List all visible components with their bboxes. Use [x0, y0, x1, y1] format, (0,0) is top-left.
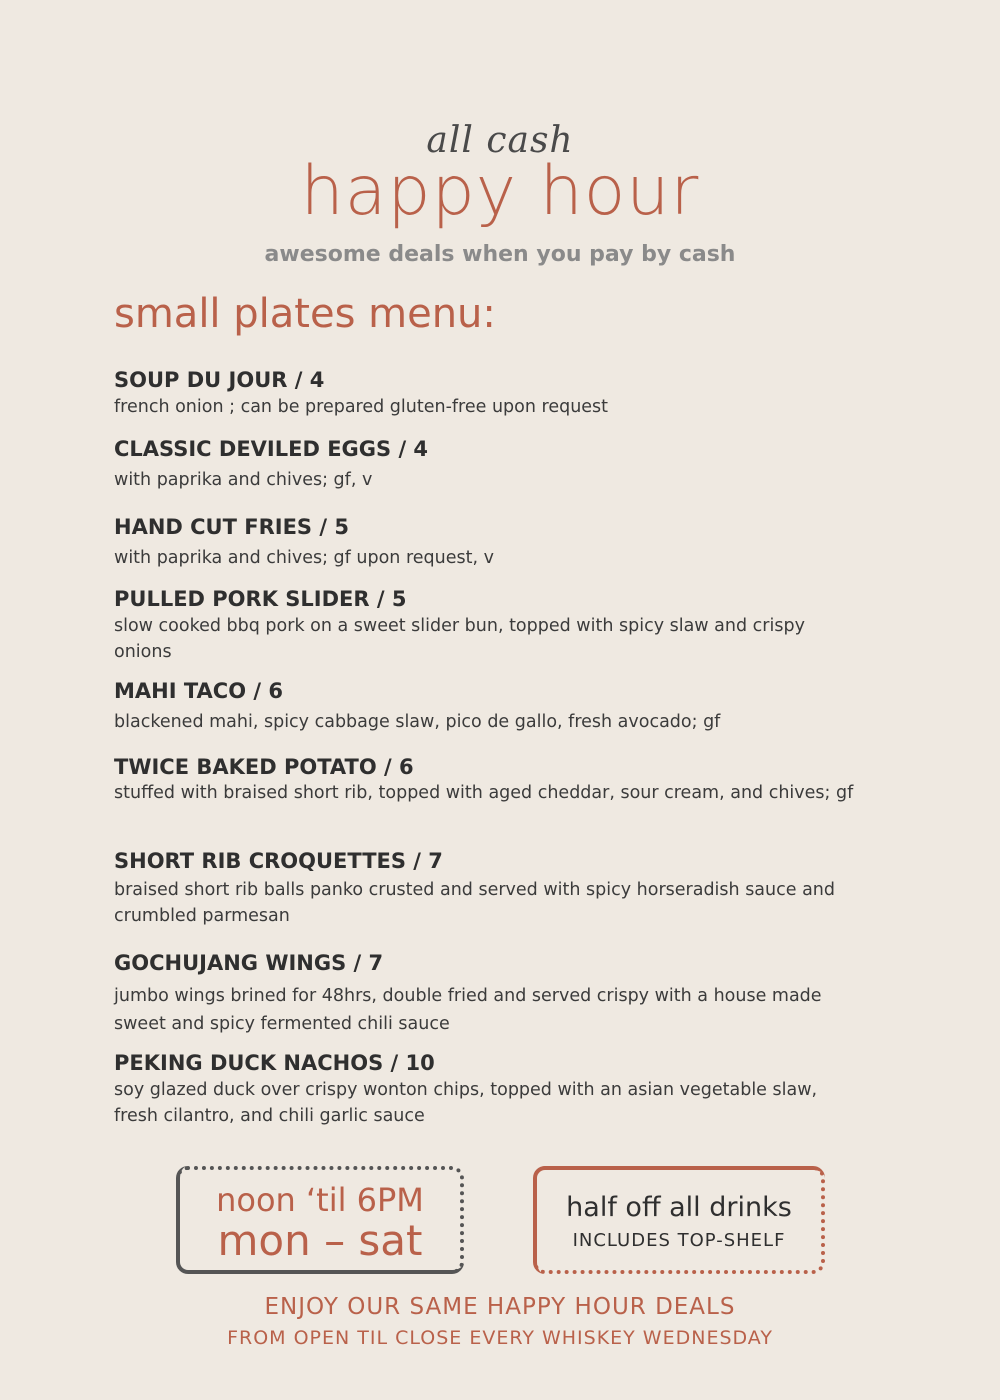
- menu-item-duck-nachos: [114, 1051, 854, 1129]
- item-desc: braised short rib balls panko crusted and served with spicy horseradish sauce and crumbled parmesan: [114, 880, 835, 926]
- item-desc: soy glazed duck over crispy wonton chips, topped with an asian vegetable slaw, fresh cilantro, and chili garlic sauce: [114, 1080, 818, 1126]
- tagline: awesome deals when you pay by cash: [264, 242, 736, 267]
- item-name: HAND CUT FRIES / 5: [114, 515, 349, 539]
- drinks-note: INCLUDES TOP-SHELF: [572, 1230, 786, 1251]
- item-desc: jumbo wings brined for 48hrs, double fried and served crispy with a house made sweet and spicy fermented chili sauce: [114, 986, 822, 1035]
- item-name: GOCHUJANG WINGS / 7: [114, 951, 384, 975]
- drinks-offer: half off all drinks: [566, 1192, 792, 1223]
- item-desc: with paprika and chives; gf, v: [114, 470, 373, 491]
- drinks-box: [533, 1166, 825, 1274]
- menu-item-pork-slider: [114, 587, 854, 665]
- item-name: SOUP DU JOUR / 4: [114, 368, 325, 392]
- menu-item-deviled-eggs: [114, 437, 854, 494]
- menu-item-soup: [114, 368, 854, 421]
- item-name: SHORT RIB CROQUETTES / 7: [114, 849, 443, 873]
- hours-box: [176, 1166, 464, 1274]
- section-title: small plates menu:: [114, 291, 496, 337]
- item-name: CLASSIC DEVILED EGGS / 4: [114, 437, 429, 461]
- item-name: TWICE BAKED POTATO / 6: [114, 755, 414, 779]
- item-desc: with paprika and chives; gf upon request, v: [114, 548, 494, 569]
- item-name: PEKING DUCK NACHOS / 10: [114, 1051, 435, 1075]
- item-desc: french onion ; can be prepared gluten-free upon request: [114, 397, 609, 418]
- menu-item-wings: [114, 951, 854, 1038]
- hours-days: mon – sat: [217, 1216, 423, 1265]
- item-name: MAHI TACO / 6: [114, 679, 283, 703]
- item-desc: blackened mahi, spicy cabbage slaw, pico de gallo, fresh avocado; gf: [114, 712, 721, 733]
- page-title: happy hour: [300, 152, 700, 231]
- all-cash-script: all cash: [426, 120, 574, 161]
- hours-time: noon ‘til 6PM: [216, 1181, 424, 1219]
- menu-item-croquettes: [114, 849, 854, 929]
- menu-item-baked-potato: [114, 755, 854, 805]
- item-name: PULLED PORK SLIDER / 5: [114, 587, 407, 611]
- footer-line-1: ENJOY OUR SAME HAPPY HOUR DEALS: [264, 1294, 736, 1320]
- menu-item-mahi-taco: [114, 679, 854, 736]
- item-desc: stuffed with braised short rib, topped with aged cheddar, sour cream, and chives; gf: [114, 783, 854, 804]
- footer-line-2: FROM OPEN TIL CLOSE EVERY WHISKEY WEDNESDAY: [227, 1327, 773, 1349]
- item-desc: slow cooked bbq pork on a sweet slider bun, topped with spicy slaw and crispy onions: [114, 616, 805, 662]
- menu-item-fries: [114, 515, 854, 572]
